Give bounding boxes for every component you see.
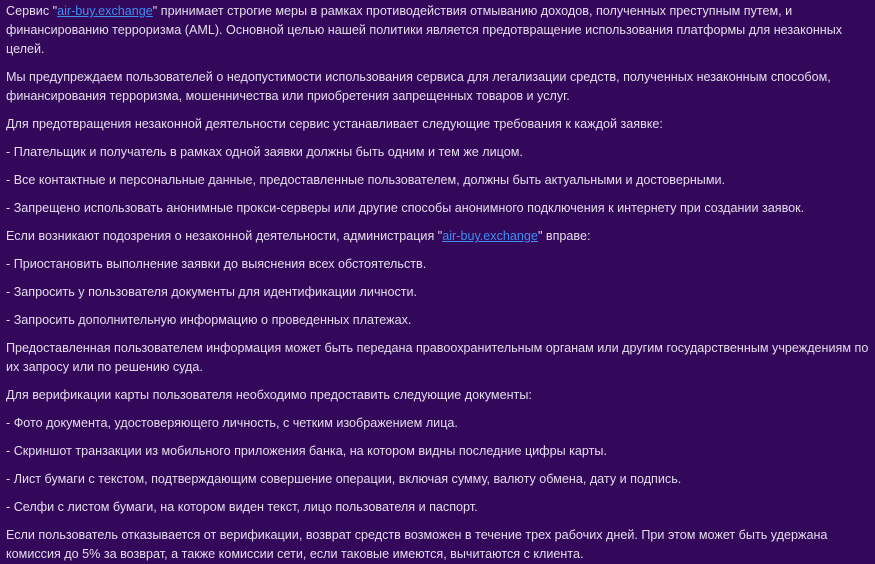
intro-text-after: " принимает строгие меры в рамках противодействия отмыванию доходов, полученных преступным путем, и финансированию терроризма (AML). Основной целью нашей политики является предотвращение использования платформы для незаконных целей. xyxy=(6,4,843,56)
verification-doc-item: - Фото документа, удостоверяющего личность, с четким изображением лица. xyxy=(6,416,458,430)
intro-text-before: Сервис " xyxy=(6,4,58,18)
site-link[interactable]: air-buy.exchange xyxy=(57,4,153,18)
right-item: - Запросить дополнительную информацию о проведенных платежах. xyxy=(6,313,412,327)
disclosure-paragraph: Предоставленная пользователем информация может быть передана правоохранительным органам или другим государственным учреждениям по их запросу или по решению суда. xyxy=(6,341,869,374)
verification-doc-item: - Селфи с листом бумаги, на котором виден текст, лицо пользователя и паспорт. xyxy=(6,500,478,514)
requirement-item: - Плательщик и получатель в рамках одной заявки должны быть одним и тем же лицом. xyxy=(6,145,523,159)
site-link[interactable]: air-buy.exchange xyxy=(442,229,538,243)
right-item: - Запросить у пользователя документы для идентификации личности. xyxy=(6,285,418,299)
suspicion-paragraph xyxy=(6,227,869,246)
verification-intro: Для верификации карты пользователя необходимо предоставить следующие документы: xyxy=(6,388,532,402)
requirements-intro: Для предотвращения незаконной деятельности сервис устанавливает следующие требования к каждой заявке: xyxy=(6,117,663,131)
refund-paragraph: Если пользователь отказывается от верификации, возврат средств возможен в течение трех рабочих дней. При этом может быть удержана комиссия до 5% за возврат, а также комиссии сети, если таковые имеются, вычитаются с клиента. xyxy=(6,528,828,561)
right-item: - Приостановить выполнение заявки до выяснения всех обстоятельств. xyxy=(6,257,427,271)
warning-paragraph: Мы предупреждаем пользователей о недопустимости использования сервиса для легализации средств, полученных незаконным способом, финансирования терроризма, мошенничества или приобретения запрещенных товаров и услуг. xyxy=(6,70,831,103)
suspicion-text-before: Если возникают подозрения о незаконной деятельности, администрация " xyxy=(6,229,443,243)
suspicion-text-after: " вправе: xyxy=(537,229,591,243)
requirement-item: - Запрещено использовать анонимные прокси-серверы или другие способы анонимного подключения к интернету при создании заявок. xyxy=(6,201,805,215)
verification-doc-item: - Лист бумаги с текстом, подтверждающим совершение операции, включая сумму, валюту обмена, дату и подпись. xyxy=(6,472,682,486)
intro-paragraph xyxy=(6,2,869,59)
requirement-item: - Все контактные и персональные данные, предоставленные пользователем, должны быть актуальными и достоверными. xyxy=(6,173,726,187)
verification-doc-item: - Скриншот транзакции из мобильного приложения банка, на котором видны последние цифры карты. xyxy=(6,444,607,458)
